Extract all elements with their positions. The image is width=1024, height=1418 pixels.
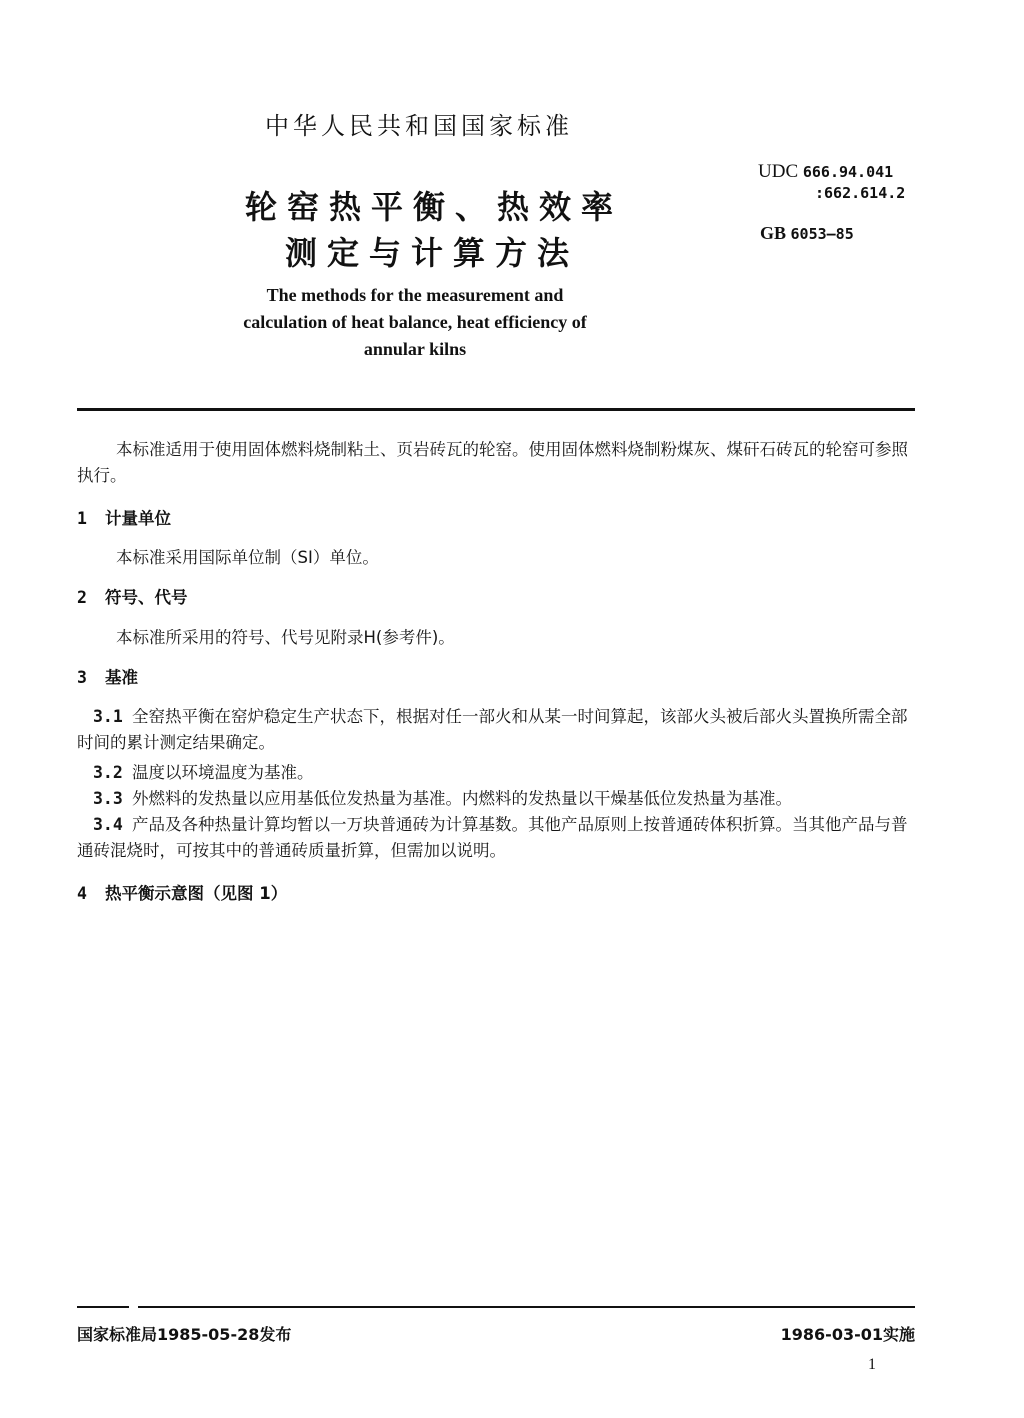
section-3-title: 基准 <box>105 668 138 687</box>
udc-code-line1: 666.94.041 <box>802 163 894 181</box>
gb-number <box>760 223 854 244</box>
clause-3-1 <box>77 704 915 756</box>
clause-number: 3.3 <box>93 789 123 808</box>
title-cn-line1: 轮窑热平衡、热效率 <box>245 188 624 226</box>
clause-number: 3.1 <box>93 707 123 726</box>
clause-text: 外燃料的发热量以应用基低位发热量为基准。内燃料的发热量以干燥基低位发热量为基准。 <box>132 789 792 808</box>
clause-number: 3.4 <box>93 815 123 834</box>
footer-rule-left <box>77 1306 129 1308</box>
gb-label: GB <box>760 223 787 243</box>
issue-date: 国家标准局1985-05-28发布 <box>77 1325 292 1344</box>
page-number: 1 <box>868 1356 876 1373</box>
gb-code: 6053—85 <box>790 225 854 243</box>
udc-label: UDC <box>758 161 799 182</box>
clause-3-4 <box>77 812 915 864</box>
section-2-title: 符号、代号 <box>105 588 188 607</box>
section-1-body: 本标准采用国际单位制（SI）单位。 <box>116 548 379 567</box>
title-cn-line2: 测定与计算方法 <box>285 234 580 272</box>
section-3-heading <box>77 664 138 688</box>
section-1-number: 1 <box>77 509 87 528</box>
section-1-title: 计量单位 <box>105 509 171 528</box>
section-4-title: 热平衡示意图（见图 1） <box>105 884 288 903</box>
section-2-number: 2 <box>77 588 87 607</box>
footer-rule-right <box>138 1306 915 1308</box>
section-2-heading <box>77 584 188 608</box>
national-standard-heading: 中华人民共和国国家标准 <box>265 112 573 140</box>
section-4-number: 4 <box>77 884 87 903</box>
clause-text: 全窑热平衡在窑炉稳定生产状态下，根据对任一部火和从某一时间算起，该部火头被后部火头置换所需全部时间的累计测定结果确定。 <box>77 707 908 752</box>
clause-text: 温度以环境温度为基准。 <box>132 763 314 782</box>
udc-code-line2: :662.614.2 <box>815 184 906 202</box>
clause-number: 3.2 <box>93 763 123 782</box>
clause-3-2 <box>77 760 915 786</box>
section-3-number: 3 <box>77 668 87 687</box>
clause-3-3 <box>77 786 915 812</box>
section-2-body: 本标准所采用的符号、代号见附录H(参考件)。 <box>116 628 455 647</box>
implementation-date: 1986-03-01实施 <box>780 1325 915 1344</box>
scope-paragraph: 本标准适用于使用固体燃料烧制粘土、页岩砖瓦的轮窑。使用固体燃料烧制粉煤灰、煤矸石砖瓦的轮窑可参照执行。 <box>77 440 908 485</box>
title-en: The methods for the measurement and calculation of heat balance, heat efficiency of annular kilns <box>243 285 587 359</box>
header-rule <box>77 408 915 411</box>
clause-text: 产品及各种热量计算均暂以一万块普通砖为计算基数。其他产品原则上按普通砖体积折算。当其他产品与普通砖混烧时，可按其中的普通砖质量折算，但需加以说明。 <box>77 815 908 860</box>
section-4-heading <box>77 880 287 904</box>
udc-number <box>758 161 893 183</box>
section-1-heading <box>77 505 171 529</box>
